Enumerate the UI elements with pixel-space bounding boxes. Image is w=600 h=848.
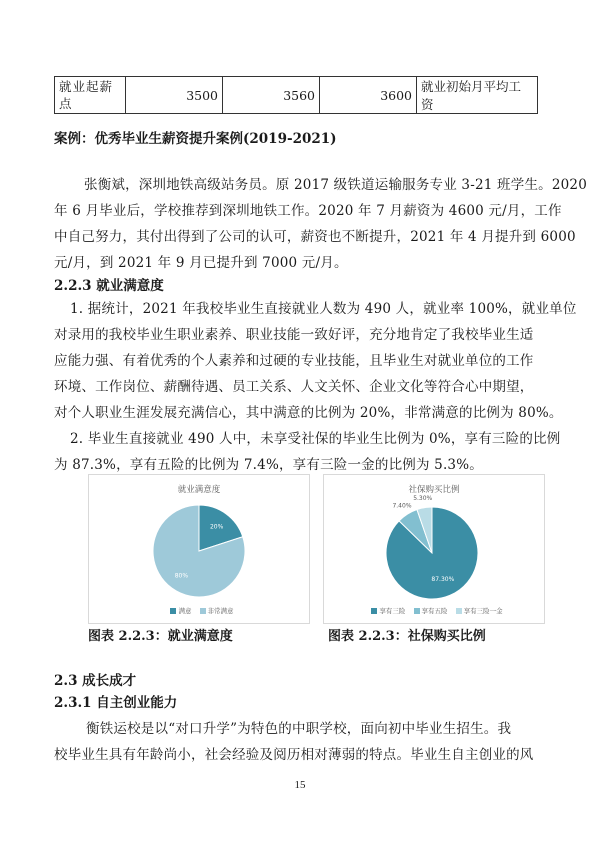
insurance-chart — [323, 474, 545, 624]
legend-label: 非常满意 — [207, 607, 234, 615]
chart-legend — [324, 606, 544, 615]
paragraph-line: 校毕业生具有年龄尚小，社会经验及阅历相对薄弱的特点。毕业生自主创业的风 — [54, 747, 534, 763]
satisfaction-pie — [89, 475, 309, 623]
legend-label: 满意 — [178, 607, 192, 615]
table-row — [55, 77, 538, 114]
paragraph-line: 为 87.3%，享有五险的比例为 7.4%，享有三险一金的比例为 5.3%。 — [54, 457, 483, 473]
data-label: 7.40% — [392, 502, 412, 510]
data-label: 80% — [174, 572, 189, 580]
case-title: 案例：优秀毕业生薪资提升案例(2019-2021) — [54, 131, 337, 147]
insurance-pie — [324, 475, 544, 623]
legend-label: 享有三险一金 — [463, 607, 503, 615]
paragraph-line: 应能力强、有着优秀的个人素养和过硬的专业技能，且毕业生对就业单位的工作 — [54, 353, 534, 369]
description-cell: 就业初始月平均工资 — [417, 77, 538, 114]
value-cell: 3560 — [223, 77, 320, 114]
case-line: 元/月，到 2021 年 9 月已提升到 7000 元/月。 — [54, 255, 348, 271]
row-label: 就业起薪 点 — [55, 77, 126, 114]
paragraph-line: 1. 据统计，2021 年我校毕业生直接就业人数为 490 人，就业率 100%，就业单位 — [70, 301, 577, 317]
value-cell: 3500 — [126, 77, 223, 114]
paragraph-line: 衡铁运校是以“对口升学”为特色的中职学校，面向初中毕业生招生。我 — [86, 721, 512, 737]
case-line: 张衡斌，深圳地铁高级站务员。原 2017 级铁道运输服务专业 3-21 班学生。2020 — [84, 177, 588, 193]
legend-swatch — [371, 608, 377, 614]
section-heading: 2.3 成长成才 — [54, 673, 137, 689]
salary-table — [54, 76, 538, 114]
legend-label: 享有三险 — [379, 607, 406, 615]
page-number: 15 — [294, 779, 306, 791]
legend-swatch — [414, 608, 420, 614]
value-cell: 3600 — [320, 77, 417, 114]
figure-caption: 图表 2.2.3：社保购买比例 — [328, 629, 486, 644]
satisfaction-chart — [88, 474, 310, 624]
legend-label: 享有五险 — [421, 607, 448, 615]
data-label: 20% — [209, 523, 224, 531]
case-line: 中自己努力，其付出得到了公司的认可，薪资也不断提升，2021 年 4 月提升到 6000 — [54, 229, 576, 245]
paragraph-line: 环境、工作岗位、薪酬待遇、员工关系、人文关怀、企业文化等符合心中期望， — [54, 379, 534, 395]
case-line: 年 6 月毕业后，学校推荐到深圳地铁工作。2020 年 7 月薪资为 4600 元/月，工作 — [54, 203, 562, 219]
paragraph-line: 对个人职业生涯发展充满信心，其中满意的比例为 20%，非常满意的比例为 80%。 — [54, 405, 563, 421]
chart-title: 就业满意度 — [177, 485, 221, 495]
section-heading: 2.2.3 就业满意度 — [54, 278, 164, 294]
data-label: 5.30% — [413, 494, 433, 502]
legend-swatch — [456, 608, 462, 614]
chart-title: 社保购买比例 — [408, 485, 460, 495]
paragraph-line: 对录用的我校毕业生职业素养、职业技能一致好评，充分地肯定了我校毕业生适 — [54, 327, 534, 343]
legend-swatch — [200, 608, 206, 614]
legend-swatch — [170, 608, 176, 614]
data-label: 87.30% — [431, 575, 455, 583]
figure-caption: 图表 2.2.3：就业满意度 — [88, 629, 233, 644]
paragraph-line: 2. 毕业生直接就业 490 人中，未享受社保的毕业生比例为 0%，享有三险的比例 — [70, 431, 561, 447]
chart-legend — [89, 606, 309, 615]
section-heading: 2.3.1 自主创业能力 — [54, 695, 178, 711]
